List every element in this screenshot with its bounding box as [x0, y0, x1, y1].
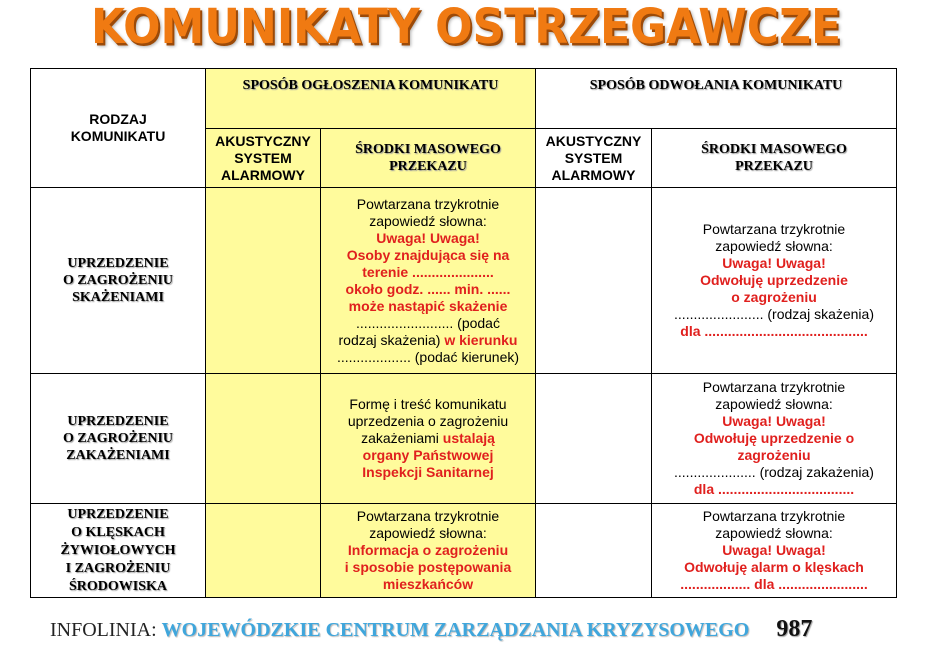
message-line: Uwaga! Uwaga! — [722, 542, 826, 558]
row-type-cell: UPRZEDZENIE O KLĘSKACH ŻYWIOŁOWYCH I ZAGROŻENIU ŚRODOWISKA — [31, 504, 206, 598]
message-line: zapowiedź słowna: — [715, 525, 833, 541]
row-type-cell: UPRZEDZENIE O ZAGROŻENIU ZAKAŻENIAMI — [31, 374, 206, 504]
message-line: ................... (podać kierunek) — [336, 348, 520, 365]
message-line: Odwołuję alarm o klęskach — [684, 559, 864, 575]
announce-acoustic-cell — [206, 188, 321, 374]
revoke-media-header: ŚRODKI MASOWEGO PRZEKAZU — [652, 129, 897, 188]
message-line: Powtarzana trzykrotnie — [702, 379, 846, 395]
message-line: zagrożeniu — [737, 447, 811, 463]
infoline-number: 987 — [776, 616, 813, 642]
announce-media-header: ŚRODKI MASOWEGO PRZEKAZU — [321, 129, 536, 188]
revoke-acoustic-cell — [536, 374, 652, 504]
revoke-header: SPOSÓB ODWOŁANIA KOMUNIKATU — [536, 69, 897, 129]
message-line: Uwaga! Uwaga! — [722, 413, 826, 429]
message-line: zapowiedź słowna: — [715, 396, 833, 412]
message-line: ..................... (rodzaj zakażenia) — [674, 464, 874, 480]
message-line: zapowiedź słowna: — [715, 238, 833, 254]
table-row — [31, 188, 897, 374]
announce-header: SPOSÓB OGŁOSZENIA KOMUNIKATU — [206, 69, 536, 129]
message-line: dla .......................................... — [680, 323, 868, 339]
announce-acoustic-cell — [206, 374, 321, 504]
message-line: .................. dla ....................... — [680, 576, 868, 592]
message-line: zapowiedź słowna: — [369, 525, 487, 541]
message-line: Powtarzana trzykrotnie — [702, 508, 846, 524]
message-line: Osoby znajdująca się na — [346, 246, 510, 263]
announce-acoustic-cell — [206, 504, 321, 598]
message-line: mieszkańców — [382, 576, 474, 592]
message-line: organy Państwowej — [362, 447, 494, 463]
message-line: może nastąpić skażenie — [348, 297, 508, 314]
crisis-center-name: WOJEWÓDZKIE CENTRUM ZARZĄDZANIA KRYZYSOWEGO — [161, 619, 750, 641]
message-line: uprzedzenia o zagrożeniu — [347, 413, 509, 429]
message-line: Inspekcji Sanitarnej — [362, 464, 494, 480]
message-line: zapowiedź słowna: — [369, 212, 487, 229]
message-line: około godz. ...... min. ...... — [345, 280, 511, 297]
message-line: Odwołuję uprzedzenie o — [693, 430, 855, 446]
revoke-media-cell — [652, 374, 897, 504]
revoke-acoustic-header: AKUSTYCZNY SYSTEM ALARMOWY — [536, 129, 652, 188]
announce-acoustic-header: AKUSTYCZNY SYSTEM ALARMOWY — [206, 129, 321, 188]
message-line: Odwołuję uprzedzenie — [700, 272, 848, 288]
message-line: Uwaga! Uwaga! — [376, 229, 480, 246]
message-line: rodzaj skażenia) w kierunku — [338, 331, 518, 348]
message-line: Uwaga! Uwaga! — [722, 255, 826, 271]
message-line: Powtarzana trzykrotnie — [356, 195, 500, 212]
announce-media-cell — [321, 374, 536, 504]
type-header: RODZAJ KOMUNIKATU — [31, 69, 206, 188]
row-type-cell: UPRZEDZENIE O ZAGROŻENIU SKAŻENIAMI — [31, 188, 206, 374]
message-line: Formę i treść komunikatu — [349, 396, 507, 412]
message-line: dla ................................... — [693, 481, 855, 497]
message-line: ....................... (rodzaj skażenia) — [674, 306, 874, 322]
revoke-acoustic-cell — [536, 504, 652, 598]
revoke-media-cell — [652, 188, 897, 374]
table-row — [31, 374, 897, 504]
revoke-acoustic-cell — [536, 188, 652, 374]
message-line: ......................... (podać — [356, 314, 500, 331]
message-line: o zagrożeniu — [731, 289, 817, 305]
message-line: terenie ..................... — [362, 263, 494, 280]
announce-media-cell — [321, 504, 536, 598]
warning-messages-table — [30, 68, 897, 598]
infoline-label: INFOLINIA: — [50, 619, 157, 641]
message-line: i sposobie postępowania — [344, 559, 512, 575]
page-title: KOMUNIKATY OSTRZEGAWCZE — [90, 0, 842, 56]
message-line: Powtarzana trzykrotnie — [702, 221, 846, 237]
footer — [50, 614, 812, 644]
announce-media-cell — [321, 188, 536, 374]
message-line: Informacja o zagrożeniu — [347, 542, 509, 558]
message-line: zakażeniami ustalają — [361, 430, 495, 446]
revoke-media-cell — [652, 504, 897, 598]
message-line: Powtarzana trzykrotnie — [356, 508, 500, 524]
table-row — [31, 504, 897, 598]
